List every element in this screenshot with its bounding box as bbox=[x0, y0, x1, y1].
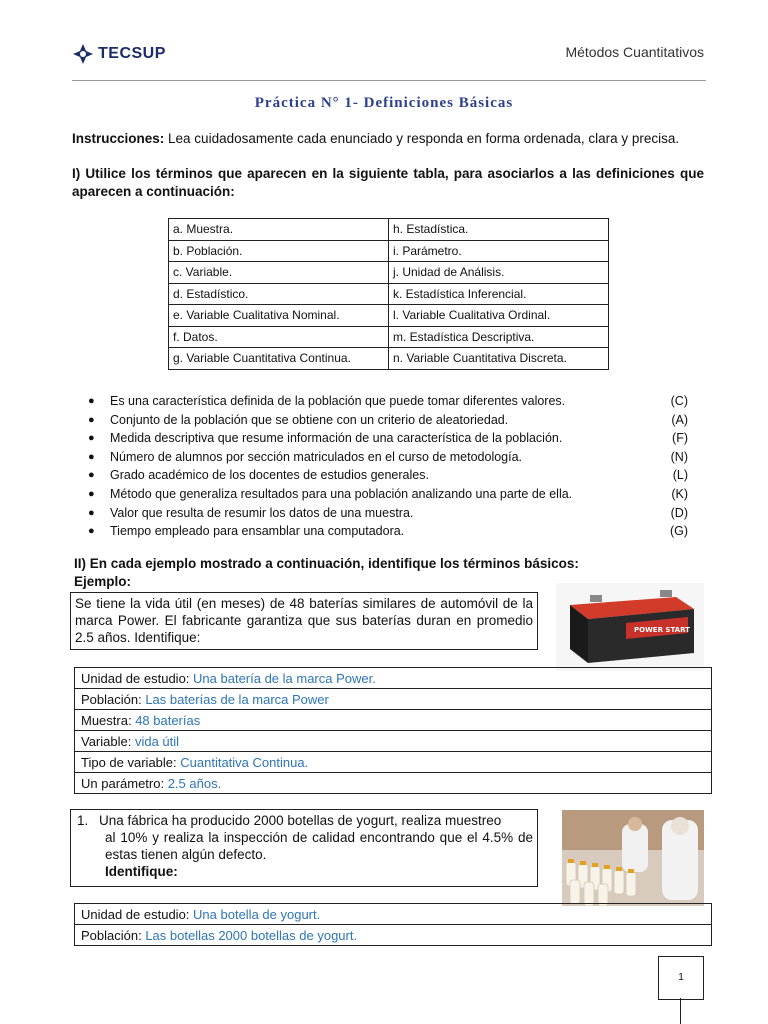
exercise-1-answers-table bbox=[74, 903, 712, 946]
answer-value: 48 baterías bbox=[135, 712, 201, 728]
logo-text: TECSUP bbox=[98, 45, 166, 62]
terms-row bbox=[169, 348, 609, 370]
answer-value: Una botella de yogurt. bbox=[193, 906, 321, 922]
answer-row bbox=[75, 710, 712, 731]
answer-value: 2.5 años. bbox=[167, 775, 222, 791]
terms-row bbox=[169, 326, 609, 348]
factory-photo-icon bbox=[562, 810, 704, 906]
bullet-icon: ● bbox=[88, 413, 95, 426]
terms-row bbox=[169, 219, 609, 241]
definition-item bbox=[88, 448, 692, 467]
exercise-text-line1: Una fábrica ha producido 2000 botellas de yogurt, realiza muestreo bbox=[99, 813, 502, 828]
answer-row bbox=[75, 752, 712, 773]
definition-answer: (A) bbox=[671, 412, 688, 427]
yogurt-factory-image bbox=[562, 810, 704, 906]
term-cell: m. Estadística Descriptiva. bbox=[389, 326, 609, 348]
answer-label: Tipo de variable: bbox=[81, 754, 181, 770]
term-cell: n. Variable Cuantitativa Discreta. bbox=[389, 348, 609, 370]
definition-answer: (F) bbox=[672, 431, 688, 446]
answer-value: Cuantitativa Continua. bbox=[180, 754, 309, 770]
terms-row bbox=[169, 283, 609, 305]
definitions-list bbox=[88, 392, 692, 541]
definition-text: Conjunto de la población que se obtiene con un criterio de aleatoriedad. bbox=[110, 412, 509, 427]
terms-row bbox=[169, 305, 609, 327]
answer-cell bbox=[75, 668, 712, 689]
page-number-line bbox=[680, 998, 681, 1024]
definition-item bbox=[88, 485, 692, 504]
answer-label: Un parámetro: bbox=[81, 775, 168, 791]
answer-row bbox=[75, 689, 712, 710]
definition-answer: (K) bbox=[671, 486, 688, 501]
bullet-icon: ● bbox=[88, 506, 95, 519]
definition-answer: (D) bbox=[670, 505, 688, 520]
definition-text: Valor que resulta de resumir los datos de una muestra. bbox=[110, 505, 414, 520]
definition-item bbox=[88, 392, 692, 411]
tecsup-logo bbox=[72, 43, 166, 65]
definition-text: Número de alumnos por sección matriculados en el curso de metodología. bbox=[110, 449, 523, 464]
term-cell: c. Variable. bbox=[169, 262, 389, 284]
header-divider bbox=[72, 80, 706, 81]
answer-row bbox=[75, 904, 712, 925]
answer-cell bbox=[75, 710, 712, 731]
answer-value: Una batería de la marca Power. bbox=[193, 670, 376, 686]
term-cell: g. Variable Cuantitativa Continua. bbox=[169, 348, 389, 370]
bullet-icon: ● bbox=[88, 469, 95, 482]
bullet-icon: ● bbox=[88, 432, 95, 445]
battery-label: POWER START bbox=[634, 626, 690, 634]
battery-illustration-icon bbox=[556, 583, 704, 671]
car-battery-image bbox=[556, 583, 704, 671]
term-cell: e. Variable Cualitativa Nominal. bbox=[169, 305, 389, 327]
definition-item bbox=[88, 522, 692, 541]
answer-cell bbox=[75, 925, 712, 946]
term-cell: d. Estadístico. bbox=[169, 283, 389, 305]
bullet-icon: ● bbox=[88, 395, 95, 407]
definition-text: Grado académico de los docentes de estudios generales. bbox=[110, 468, 429, 483]
exercise-text-rest: al 10% y realiza la inspección de calidad encontrando que el 4.5% de estas tienen algún defecto. bbox=[105, 830, 533, 862]
definition-item bbox=[88, 504, 692, 523]
definition-answer: (N) bbox=[670, 449, 688, 464]
example-answers-table bbox=[74, 667, 712, 794]
term-cell: f. Datos. bbox=[169, 326, 389, 348]
page-title: Práctica N° 1- Definiciones Básicas bbox=[254, 95, 514, 111]
instructions bbox=[72, 131, 704, 146]
example-statement: Se tiene la vida útil (en meses) de 48 baterías similares de automóvil de la marca Power. El fabricante garantiza que sus baterías duran en promedio 2.5 años. Identifique: bbox=[70, 592, 538, 650]
definition-item bbox=[88, 466, 692, 485]
answer-cell bbox=[75, 904, 712, 925]
answer-cell bbox=[75, 689, 712, 710]
definition-text: Tiempo empleado para ensamblar una computadora. bbox=[110, 524, 405, 539]
definition-text: Es una característica definida de la población que puede tomar diferentes valores. bbox=[110, 394, 566, 408]
exercise-number: 1. bbox=[77, 813, 89, 828]
course-name: Métodos Cuantitativos bbox=[565, 44, 704, 60]
definition-answer: (C) bbox=[670, 394, 688, 408]
definition-item bbox=[88, 411, 692, 430]
terms-table bbox=[168, 218, 609, 370]
answer-cell bbox=[75, 773, 712, 794]
bullet-icon: ● bbox=[88, 450, 95, 463]
answer-cell bbox=[75, 752, 712, 773]
terms-row bbox=[169, 262, 609, 284]
answer-row bbox=[75, 925, 712, 946]
section2-heading: II) En cada ejemplo mostrado a continuación, identifique los términos básicos: bbox=[74, 556, 579, 571]
page-number: 1 bbox=[658, 956, 704, 1000]
definition-item bbox=[88, 429, 692, 448]
answer-row bbox=[75, 731, 712, 752]
answer-label: Variable: bbox=[81, 733, 135, 749]
example-label: Ejemplo: bbox=[74, 574, 132, 589]
definition-text: Método que generaliza resultados para una población analizando una parte de ella. bbox=[110, 486, 573, 501]
answer-label: Población: bbox=[81, 927, 146, 943]
answer-label: Unidad de estudio: bbox=[81, 670, 194, 686]
answer-label: Unidad de estudio: bbox=[81, 906, 194, 922]
terms-row bbox=[169, 240, 609, 262]
answer-value: Las baterías de la marca Power bbox=[145, 691, 329, 707]
answer-row bbox=[75, 668, 712, 689]
term-cell: a. Muestra. bbox=[169, 219, 389, 241]
answer-row bbox=[75, 773, 712, 794]
exercise-identify: Identifique: bbox=[105, 864, 178, 879]
term-cell: l. Variable Cualitativa Ordinal. bbox=[389, 305, 609, 327]
tecsup-logo-icon bbox=[72, 43, 94, 65]
term-cell: h. Estadística. bbox=[389, 219, 609, 241]
definition-answer: (G) bbox=[669, 524, 688, 539]
bullet-icon: ● bbox=[88, 525, 95, 538]
section1-heading: I) Utilice los términos que aparecen en la siguiente tabla, para asociarlos a las definiciones que aparecen a continuación: bbox=[72, 166, 704, 199]
definition-answer: (L) bbox=[672, 468, 688, 483]
answer-label: Población: bbox=[81, 691, 146, 707]
answer-value: Las botellas 2000 botellas de yogurt. bbox=[145, 927, 358, 943]
instructions-text: Lea cuidadosamente cada enunciado y responda en forma ordenada, clara y precisa. bbox=[164, 131, 680, 146]
definition-text: Medida descriptiva que resume información de una característica de la población. bbox=[110, 431, 563, 446]
term-cell: i. Parámetro. bbox=[389, 240, 609, 262]
instructions-label: Instrucciones: bbox=[72, 131, 165, 146]
answer-cell bbox=[75, 731, 712, 752]
answer-value: vida útil bbox=[134, 733, 180, 749]
answer-label: Muestra: bbox=[81, 712, 136, 728]
term-cell: j. Unidad de Análisis. bbox=[389, 262, 609, 284]
exercise-1-statement bbox=[70, 809, 538, 887]
bullet-icon: ● bbox=[88, 487, 95, 500]
term-cell: b. Población. bbox=[169, 240, 389, 262]
term-cell: k. Estadística Inferencial. bbox=[389, 283, 609, 305]
